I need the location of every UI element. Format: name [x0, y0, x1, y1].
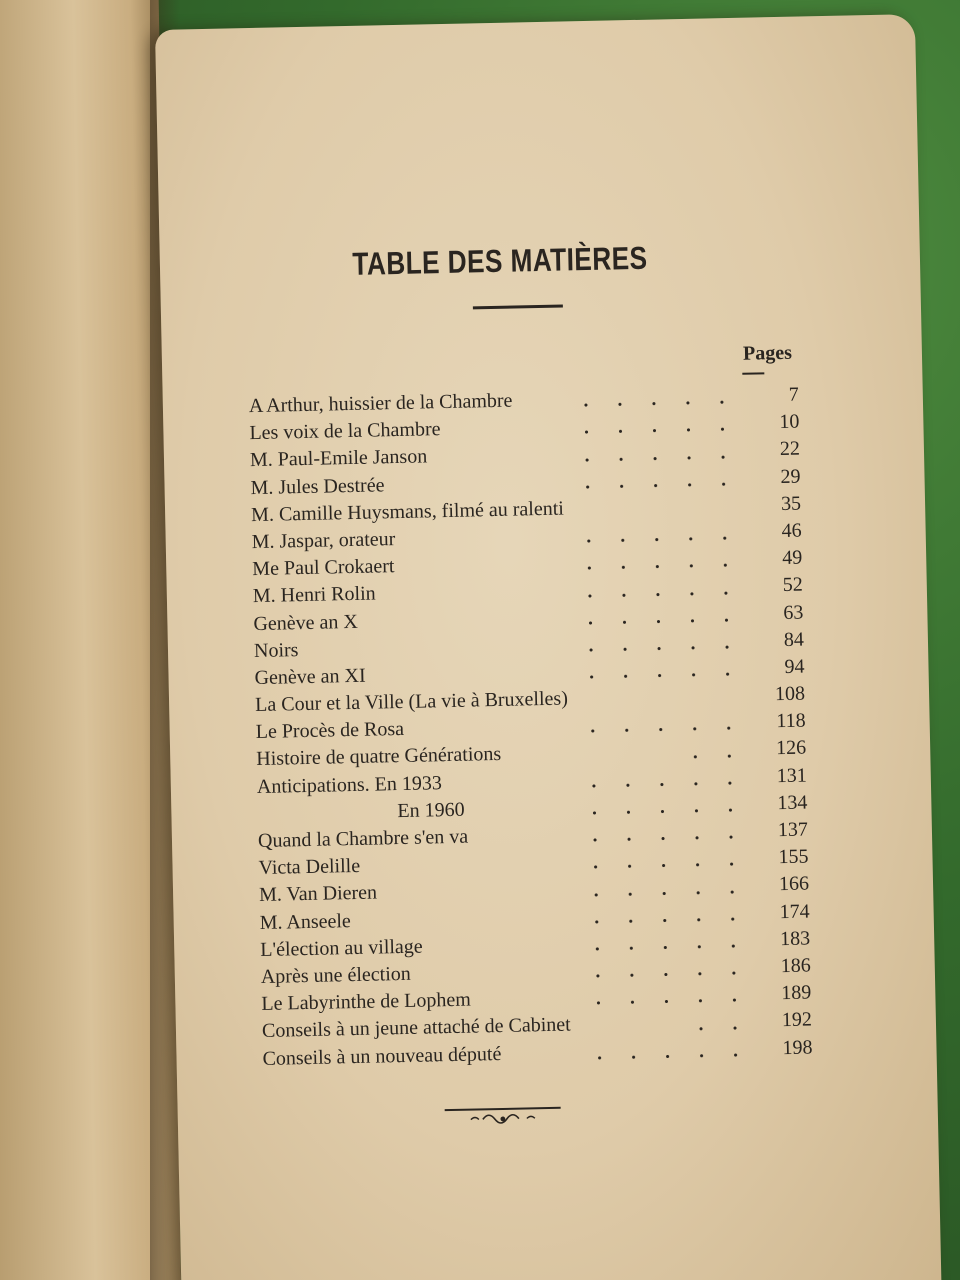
- toc-entry-page: 118: [776, 709, 806, 733]
- dot-leader: [583, 1052, 753, 1060]
- toc-entry-page: 131: [776, 764, 807, 787]
- dot-leader: [581, 971, 751, 979]
- toc-entry-page: 192: [781, 1008, 813, 1032]
- toc-entry-page: 183: [779, 927, 811, 950]
- toc-entry-page: 186: [780, 954, 811, 978]
- toc-entry-page: 137: [777, 818, 809, 842]
- toc-entry-title: Les voix de la Chambre: [249, 418, 441, 445]
- toc-entry-title: M. Jaspar, orateur: [251, 528, 396, 554]
- dot-leader: [572, 536, 742, 544]
- toc-entry-page: 94: [784, 655, 805, 678]
- toc-entry-title: Histoire de quatre Générations: [256, 743, 502, 771]
- toc-entry-page: 108: [774, 682, 806, 706]
- toc-entry-page: 52: [782, 573, 803, 597]
- toc-entry-title: Conseils à un nouveau député: [262, 1042, 502, 1070]
- dot-leader: [569, 427, 739, 435]
- dot-leader: [577, 781, 747, 789]
- dot-leader: [570, 454, 740, 462]
- toc-entry-title: Noirs: [253, 638, 299, 662]
- toc-entry-page: 10: [779, 410, 800, 434]
- dot-leader: [572, 563, 742, 571]
- toc-entry-title: Genève an XI: [254, 664, 366, 689]
- toc-entry-title: M. Paul-Emile Janson: [249, 445, 428, 472]
- toc-entry-page: 29: [780, 465, 801, 488]
- dot-leader: [686, 753, 746, 758]
- toc-entry-title: Genève an X: [253, 610, 359, 635]
- toc-entry-page: 134: [777, 791, 808, 814]
- toc-entry-title: M. Henri Rolin: [252, 582, 376, 608]
- toc-entry-title: Le Labyrinthe de Lophem: [261, 988, 471, 1016]
- dot-leader: [576, 726, 746, 734]
- toc-entry-page: 7: [788, 383, 800, 406]
- toc-entry-page: 35: [780, 492, 802, 515]
- dot-leader: [581, 998, 751, 1006]
- dot-leader: [573, 617, 743, 625]
- dot-leader: [580, 916, 750, 924]
- toc-entry-title: Me Paul Crokaert: [252, 555, 395, 581]
- dot-leader: [692, 1025, 752, 1030]
- toc-entry-title: M. Camille Huysmans, filmé au ralenti: [250, 497, 565, 526]
- toc-entry-page: 46: [781, 519, 802, 542]
- toc-entry-page: 126: [775, 736, 807, 760]
- toc-entry-title: La Cour et la Ville (La vie à Bruxelles): [254, 687, 569, 717]
- toc-entry-page: 49: [781, 546, 803, 570]
- toc-entry-page: 63: [783, 601, 804, 624]
- dot-leader: [574, 645, 744, 653]
- toc-entry-title: Quand la Chambre s'en va: [257, 825, 469, 853]
- page-title: TABLE DES MATIÈRES: [352, 239, 648, 282]
- toc-entry-title: M. Van Dieren: [258, 881, 378, 907]
- toc-entry-title: Victa Delille: [258, 855, 361, 880]
- toc-entry-title: A Arthur, huissier de la Chambre: [248, 389, 513, 418]
- dot-leader: [579, 862, 749, 870]
- dot-leader: [573, 590, 743, 598]
- page-content: [205, 17, 813, 1129]
- toc-entry-title: L'élection au village: [260, 935, 423, 961]
- dot-leader: [569, 400, 739, 408]
- dot-leader: [580, 944, 750, 952]
- dot-leader: [577, 808, 747, 816]
- dot-leader: [571, 482, 741, 490]
- toc-entry-page: 198: [782, 1035, 813, 1059]
- toc-entry-page: 84: [783, 628, 805, 651]
- right-page: [155, 14, 942, 1280]
- toc-entry-title: En 1960: [397, 798, 465, 822]
- title-rule: [473, 305, 563, 310]
- toc-entry-title: Conseils à un jeune attaché de Cabinet: [261, 1013, 571, 1043]
- toc-entry-page: 155: [778, 845, 809, 869]
- toc-entry-title: Le Procès de Rosa: [255, 718, 405, 744]
- table-of-contents: [249, 382, 813, 1073]
- toc-entry-title: M. Anseele: [259, 909, 352, 934]
- toc-entry-page: 22: [779, 437, 801, 461]
- toc-entry-title: Anticipations. En 1933: [256, 771, 443, 798]
- dot-leader: [578, 835, 748, 843]
- dot-leader: [579, 889, 749, 897]
- fleuron-ornament-icon: [443, 1102, 564, 1131]
- toc-entry-title: Après une élection: [260, 962, 412, 988]
- toc-entry-page: 166: [778, 872, 810, 896]
- pages-header-dash: [742, 372, 764, 374]
- dot-leader: [575, 672, 745, 680]
- toc-entry-title: M. Jules Destrée: [250, 473, 385, 499]
- toc-entry-page: 189: [781, 981, 812, 1005]
- pages-column-header: Pages: [742, 341, 793, 365]
- toc-entry-page: 174: [779, 900, 810, 923]
